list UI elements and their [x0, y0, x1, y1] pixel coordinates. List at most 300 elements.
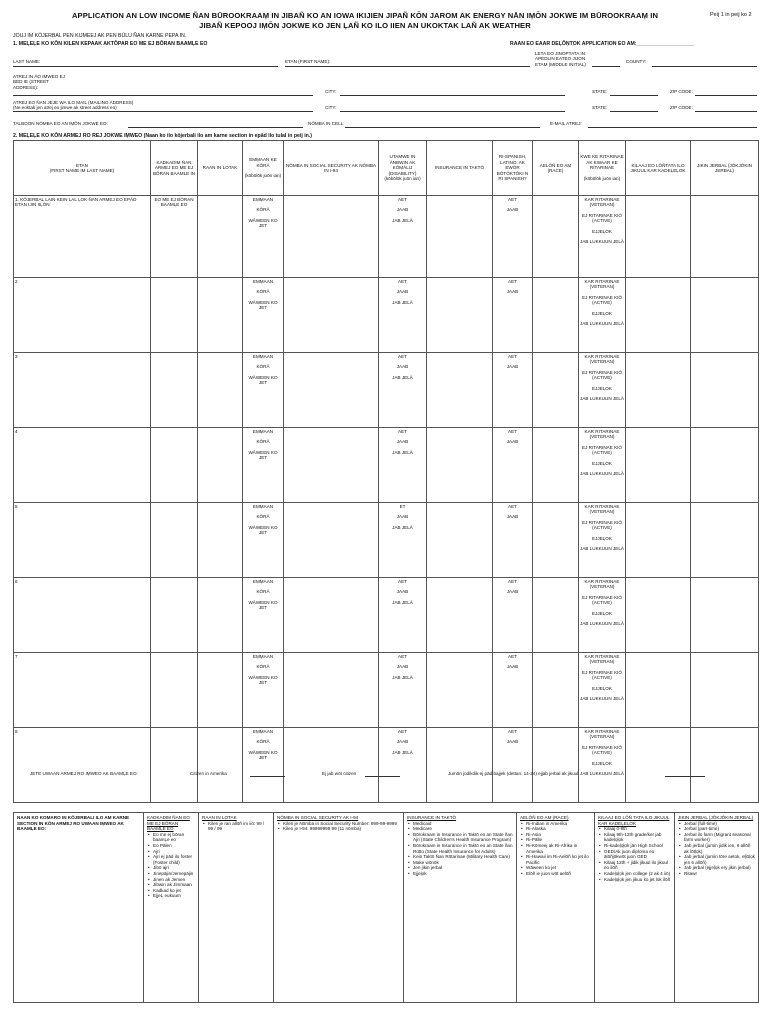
household-table	[13, 140, 759, 803]
county-field[interactable]	[652, 66, 757, 67]
legend-item: • Wāween ko jet	[526, 865, 591, 871]
cell-ssn[interactable]	[284, 353, 379, 428]
table-row	[14, 578, 759, 653]
legend-item: • Jerbal (full-time)	[684, 821, 755, 827]
state-label: STATE:	[592, 89, 608, 94]
cell-spanish[interactable]	[493, 428, 533, 503]
mailing-address-label: ATREJ EO ÑAN JEJE WA ILO MAIL (MAILING ADDRESS)	[13, 100, 134, 105]
cell-name[interactable]	[14, 196, 151, 278]
phone-label: TALBOON NŌMBA EO AN IṂŌN JOKWE EO:	[13, 121, 108, 126]
relation-option: EO ME EJ BŌRAN BAAMḶE EO	[154, 197, 194, 208]
legend-item: • Ri-Asia	[526, 832, 591, 838]
cell-sex[interactable]	[243, 428, 284, 503]
cell-disability[interactable]	[379, 196, 427, 278]
legend-insurance	[404, 813, 517, 1003]
middle-initial-field[interactable]	[592, 66, 620, 67]
first-name-label: ETAN (FIRST NAME):	[285, 59, 331, 64]
cell-relation[interactable]	[151, 578, 198, 653]
legend-insurance-title: INSURANCE IN TAKTŌ	[407, 815, 457, 820]
mailing-address-field[interactable]	[13, 111, 313, 112]
cell-birthdate[interactable]	[198, 653, 243, 728]
cell-insurance[interactable]	[427, 196, 493, 278]
disability-option: ET	[399, 504, 406, 509]
cell-ssn[interactable]	[284, 278, 379, 353]
veteran-option: EJ RITARINAE KIŌ (ACTIVE)	[582, 669, 622, 681]
legend-item: • Jerbal (part-time)	[684, 826, 755, 832]
legend-item: • Kadkad ko jet	[153, 888, 195, 894]
disability-option: AET	[398, 579, 407, 584]
table-row	[14, 278, 759, 353]
col-spanish: RI-SPANISH, LATINO, AK EWŌR BŌTŌKTŌKI N RI SPANISH?	[493, 141, 533, 196]
cell-employment[interactable]	[691, 353, 759, 428]
sex-option: EṂṂAAN	[252, 729, 274, 734]
row-label: 5	[15, 504, 18, 509]
mailing-zip-label: ZIP CODE:	[670, 105, 693, 110]
cell-employment[interactable]	[691, 653, 759, 728]
spanish-option: JAAB	[506, 739, 519, 745]
cell-race[interactable]	[533, 428, 579, 503]
legend-item: • Kilen je ran allōñ im iiō: 99 / 99 / 99	[208, 821, 270, 832]
mailing-city-label: CITY:	[325, 105, 337, 110]
cell-insurance[interactable]	[427, 578, 493, 653]
legend-race-title: AELŌÑ EO AM (RACE)	[520, 815, 569, 820]
mailing-address-note: (Ne eoktak jen atrej eo jimwe ak street address eo)	[13, 105, 117, 110]
phone-field[interactable]	[128, 127, 303, 128]
sex-option: EṂṂAAN	[252, 579, 274, 584]
sex-option: EṂṂAAN	[252, 279, 274, 284]
table-header-row	[14, 141, 759, 196]
cell-education[interactable]	[626, 353, 691, 428]
cell-name[interactable]	[14, 503, 151, 578]
youth-count-field[interactable]	[665, 776, 705, 777]
sex-option: EṂṂAAN	[252, 354, 274, 359]
cell-veteran[interactable]	[579, 728, 626, 803]
veteran-option: JAB LUKKUUN JELĀ	[580, 396, 624, 402]
cell-race[interactable]	[533, 278, 579, 353]
legend-item: • Ri-Indian in Amerika	[526, 821, 591, 827]
cell-relation[interactable]	[151, 728, 198, 803]
veteran-option: KAR RITARINAE (VETERAN)	[584, 729, 620, 740]
cell-education[interactable]	[626, 728, 691, 803]
disability-option: JAB JELĀ	[392, 524, 413, 530]
veteran-option: EJJEḶOK	[592, 310, 612, 316]
cell-education[interactable]	[626, 653, 691, 728]
table-row	[14, 196, 759, 278]
form-title	[20, 11, 710, 31]
legend-item: • Bōrokraam in Insurance in Taktō eo an State ñan Rūtto (State Health Insurance for Adults)	[413, 843, 513, 854]
cell-employment[interactable]	[691, 196, 759, 278]
cell-sex[interactable]	[243, 353, 284, 428]
cell-name[interactable]	[14, 353, 151, 428]
legend-table	[13, 812, 759, 1003]
cell-disability[interactable]	[379, 428, 427, 503]
veteran-option: EJ RITARINAE KIŌ (ACTIVE)	[582, 212, 622, 224]
spanish-option: JAAB	[506, 289, 519, 295]
sex-option: WĀWEEN KO JET	[248, 674, 278, 686]
row-label: 1. KŌJERBAL LAIN KEIN LAL ḶOK ÑAN ARMEJ EO EPĀD ETAN IJIN IIḶŌN	[15, 197, 137, 208]
disability-option: JAB JELĀ	[392, 749, 413, 755]
cell-birthdate[interactable]	[198, 196, 243, 278]
col-insurance: INSURANCE IN TAKTŌ	[427, 141, 493, 196]
legend-item: • Ajri	[153, 849, 195, 855]
cell-race[interactable]	[533, 503, 579, 578]
county-label: COUNTY:	[626, 59, 647, 64]
sex-option: KŌRĀ	[256, 439, 270, 445]
disability-option: AET	[398, 729, 407, 734]
cell-disability[interactable]	[379, 578, 427, 653]
veteran-option: EJJEḶOK	[592, 685, 612, 691]
cell-ssn[interactable]	[284, 196, 379, 278]
not-citizen-count-field[interactable]	[365, 776, 400, 777]
legend-item: • Medicaid	[413, 821, 513, 827]
email-field[interactable]	[588, 127, 757, 128]
cell-birthdate[interactable]	[198, 428, 243, 503]
household-total-label: JETE UWAAN ARMEJ RO IṂWEO AK BAAMḶE EO:	[30, 771, 138, 776]
legend-item: • Ritawr	[684, 871, 755, 877]
cell-veteran[interactable]	[579, 428, 626, 503]
row-label: 2	[15, 279, 18, 284]
row-label: 4	[15, 429, 18, 434]
legend-item: • Jab jerbal (ejjeḷọk ery jikin jerbal)	[684, 865, 755, 871]
cell-sex[interactable]	[243, 196, 284, 278]
cell-veteran[interactable]	[579, 653, 626, 728]
cell-birthdate[interactable]	[198, 728, 243, 803]
cell-sex[interactable]	[243, 278, 284, 353]
cell-education[interactable]	[626, 428, 691, 503]
legend-item: • Ri-Hawaii im Ri-Aelōñ ko jet ilo Pacific	[526, 854, 591, 865]
legend-item: • Kilen je I-94: 99999999 99 (11 nōmba)	[283, 826, 400, 832]
youth-label: Jumōn jodikdik ej pād bajjek (dettan: 14-24) ejjab jerbal ak jikuul	[448, 771, 579, 776]
sex-option: EṂṂAAN	[252, 654, 274, 659]
legend-item: • Kilen je Nōmba in Social Security Number: 999-99-9999	[283, 821, 400, 827]
sex-option: WĀWEEN KO JET	[248, 449, 278, 461]
cell-spanish[interactable]	[493, 278, 533, 353]
cell-employment[interactable]	[691, 728, 759, 803]
cell-field[interactable]	[345, 127, 540, 128]
veteran-option: KAR RITARINAE (VETERAN)	[584, 504, 620, 515]
legend-item: • Jab jerbal (jumin jidik ien, 6 allōñ ak lōtḷọk)	[684, 843, 755, 854]
cell-veteran[interactable]	[579, 278, 626, 353]
spanish-option: AET	[508, 504, 517, 509]
legend-item: • Kilaaj 9th-12th grade/ker jab kadeḷọḷọk	[604, 832, 671, 843]
cell-spanish[interactable]	[493, 503, 533, 578]
last-name-label: LAST NAME:	[13, 59, 41, 64]
veteran-option: EJ RITARINAE KIŌ (ACTIVE)	[582, 294, 622, 306]
veteran-option: KAR RITARINAE (VETERAN)	[584, 654, 620, 665]
spanish-option: AET	[508, 579, 517, 584]
legend-item: • Kein Taktō Ñan Rōtarinae (Military Health Care)	[413, 854, 513, 860]
legend-item: • Ri-Pālle	[526, 837, 591, 843]
disability-option: JAB JELĀ	[392, 217, 413, 223]
cell-relation[interactable]	[151, 653, 198, 728]
cell-insurance[interactable]	[427, 503, 493, 578]
cell-race[interactable]	[533, 653, 579, 728]
spanish-option: JAAB	[506, 439, 519, 445]
legend-item: • Ajri ej pād ilo foster (Foster child)	[153, 854, 195, 865]
veteran-option: EJ RITARINAE KIŌ (ACTIVE)	[582, 444, 622, 456]
disability-option: AET	[398, 429, 407, 434]
section2-title: 2. MEḶEḶE KO KŌN ARMEJ RO REJ JOKWE IṂWEO (Naan ko ilo kōjerbali ilo am karne section in epād ilo tulal in peij in.)	[13, 133, 313, 139]
cell-birthdate[interactable]	[198, 578, 243, 653]
zip-field[interactable]	[695, 95, 757, 96]
cell-label: NŌMBA IN CELL:	[308, 121, 345, 126]
cell-insurance[interactable]	[427, 728, 493, 803]
veteran-option: JAB LUKKUUN JELĀ	[580, 471, 624, 477]
sex-option: WĀWEEN KO JET	[248, 299, 278, 311]
col-race: AELŌÑ EO AM (RACE)	[533, 141, 579, 196]
cell-disability[interactable]	[379, 653, 427, 728]
veteran-option: EJJEḶOK	[592, 610, 612, 616]
table-row	[14, 428, 759, 503]
veteran-option: EJ RITARINAE KIŌ (ACTIVE)	[582, 519, 622, 531]
legend-race	[517, 813, 595, 1003]
citizen-count-field[interactable]	[250, 776, 285, 777]
disability-option: JAB JELĀ	[392, 599, 413, 605]
cell-relation[interactable]	[151, 428, 198, 503]
spanish-option: AET	[508, 354, 517, 359]
sex-option: WĀWEEN KO JET	[248, 599, 278, 611]
veteran-option: JAB LUKKUUN JELĀ	[580, 239, 624, 245]
legend-intro: NAAN KO KOMARO IN KŌJERBALI ILO AM KARNE SECTION IN KŌN ARMEJ RO UWAAN IṂWEO AK BAAMḶE EO:	[14, 813, 144, 1003]
cell-race[interactable]	[533, 353, 579, 428]
veteran-option: EJJEḶOK	[592, 385, 612, 391]
cell-sex[interactable]	[243, 728, 284, 803]
cell-employment[interactable]	[691, 278, 759, 353]
disability-option: JAAB	[396, 289, 409, 295]
disability-option: AET	[398, 279, 407, 284]
cell-employment[interactable]	[691, 428, 759, 503]
veteran-option: JAB LUKKUUN JELĀ	[580, 771, 624, 777]
cell-disability[interactable]	[379, 503, 427, 578]
table-row	[14, 503, 759, 578]
legend-item: • Kadeḷọḷọk jen jikuu ko jet lok ilōñ	[604, 877, 671, 883]
disability-option: AET	[398, 654, 407, 659]
disability-option: JAAB	[396, 439, 409, 445]
spanish-option: AET	[508, 279, 517, 284]
veteran-option: EJ RITARINAE KIŌ (ACTIVE)	[582, 369, 622, 381]
cell-disability[interactable]	[379, 278, 427, 353]
cell-name[interactable]	[14, 428, 151, 503]
zip-label: ZIP CODE:	[670, 89, 693, 94]
legend-ssn-title: NŌMBA IN SOCIAL SECURITY AK I-94	[277, 815, 359, 820]
legend-relation	[144, 813, 199, 1003]
legend-item: • EjjeḶ eukuum	[153, 893, 195, 899]
row-label: 3	[15, 354, 18, 359]
spanish-option: AET	[508, 429, 517, 434]
mailing-state-field[interactable]	[610, 111, 658, 112]
cell-spanish[interactable]	[493, 653, 533, 728]
street-address-label: ATREJ IN ĀO IMWEO EJ BED IE (STREET ADDRESS):	[13, 74, 65, 90]
street-address-field[interactable]	[13, 95, 313, 96]
sex-option: EṂṂAAN	[252, 197, 274, 202]
city-label: CITY:	[325, 89, 337, 94]
legend-item: • Jen jikin jerbal	[413, 865, 513, 871]
row-label: 8	[15, 729, 18, 734]
cell-insurance[interactable]	[427, 278, 493, 353]
cell-race[interactable]	[533, 578, 579, 653]
cell-name[interactable]	[14, 728, 151, 803]
veteran-option: JAB LUKKUUN JELĀ	[580, 621, 624, 627]
cell-insurance[interactable]	[427, 653, 493, 728]
legend-item: • Ri-Kōmeej ak Ri-Afrika in Amerika	[526, 843, 591, 854]
veteran-option: JAB LUKKUUN JELĀ	[580, 321, 624, 327]
cell-ssn[interactable]	[284, 728, 379, 803]
city-field[interactable]	[340, 95, 565, 96]
sex-option: EṂṂAAN	[252, 504, 274, 509]
disability-option: JAB JELĀ	[392, 299, 413, 305]
cell-veteran[interactable]	[579, 578, 626, 653]
veteran-option: KAR RITARINAE (VETERAN)	[584, 354, 620, 365]
cell-education[interactable]	[626, 278, 691, 353]
cell-ssn[interactable]	[284, 578, 379, 653]
legend-birth-title: RAAN IN LOTAK	[202, 815, 237, 820]
legend-item: • Kilaaj 0-8th	[604, 826, 671, 832]
veteran-option: KAR RITARINAE (VETERAN)	[584, 279, 620, 290]
cell-relation[interactable]	[151, 503, 198, 578]
cell-disability[interactable]	[379, 353, 427, 428]
cell-birthdate[interactable]	[198, 278, 243, 353]
date-received-label: RAAN EO EAAR DEḶŌṆTOK APPLICATION EO AM:____________________	[510, 41, 695, 47]
sex-option: KŌRĀ	[256, 514, 270, 520]
legend-relation-title: KADKADIM ÑAN EO ME EJ BŌRAN BAAMḶE EO	[147, 815, 190, 832]
cell-relation[interactable]	[151, 353, 198, 428]
table-row	[14, 653, 759, 728]
disability-option: JAAB	[396, 207, 409, 213]
disability-option: JAB JELĀ	[392, 374, 413, 380]
cell-spanish[interactable]	[493, 578, 533, 653]
legend-item: • Elōñ ie juon wōt aelōñ	[526, 871, 591, 877]
cell-spanish[interactable]	[493, 353, 533, 428]
disability-option: AET	[398, 354, 407, 359]
disability-option: JAAB	[396, 664, 409, 670]
cell-veteran[interactable]	[579, 503, 626, 578]
cell-ssn[interactable]	[284, 503, 379, 578]
sex-option: KŌRĀ	[256, 589, 270, 595]
cell-insurance[interactable]	[427, 353, 493, 428]
cell-spanish[interactable]	[493, 196, 533, 278]
col-birthdate: RAAN IN LOTAK	[198, 141, 243, 196]
col-ssn: NŌMBA IN SOCIAL SECURITY AK NŌMBA IN I-94	[284, 141, 379, 196]
sex-option: EṂṂAAN	[252, 429, 274, 434]
legend-item: • Eo me ej bōran baamḶe eo	[153, 832, 195, 843]
col-relation: KADKADIM ÑAN ARMEJ EO ME EJ BŌRAN BAAMLE IN	[151, 141, 198, 196]
state-field[interactable]	[610, 95, 658, 96]
disability-option: JAAB	[396, 589, 409, 595]
spanish-option: AET	[508, 654, 517, 659]
legend-item: • GED/Ak juon diploma eo ālōñjōkwōt juon GED	[604, 849, 671, 860]
form-title-line1: APPLICATION AN LOW INCOME ÑAN BŪROOKRAAṂ IN JIBAÑ KO AN IOWA IKIJIEN JIPAÑ KŌN JAROM AK ENERGY NĀN IṂŌN JOKWE IM BŪROOKRAAṂ IN	[71, 11, 659, 20]
veteran-option: EJJEḶOK	[592, 460, 612, 466]
legend-birth	[199, 813, 274, 1003]
legend-school	[595, 813, 675, 1003]
disability-option: JAAB	[396, 364, 409, 370]
sex-option: KŌRĀ	[256, 289, 270, 295]
disability-option: AET	[398, 197, 407, 202]
veteran-option: JAB LUKKUUN JELĀ	[580, 696, 624, 702]
cell-veteran[interactable]	[579, 353, 626, 428]
spanish-option: JAAB	[506, 364, 519, 370]
legend-item: • Jibwin ak Jimmaan	[153, 882, 195, 888]
page-number: Peij 1 in peij ko 2	[710, 12, 752, 18]
veteran-option: EJJEḶOK	[592, 535, 612, 541]
veteran-option: EJJEḶOK	[592, 228, 612, 234]
legend-item: • Medicare	[413, 826, 513, 832]
cell-disability[interactable]	[379, 728, 427, 803]
cell-birthdate[interactable]	[198, 353, 243, 428]
cell-veteran[interactable]	[579, 196, 626, 278]
cell-education[interactable]	[626, 503, 691, 578]
mailing-state-label: STATE:	[592, 105, 608, 110]
cell-birthdate[interactable]	[198, 503, 243, 578]
spanish-option: JAAB	[506, 514, 519, 520]
cell-employment[interactable]	[691, 503, 759, 578]
cell-ssn[interactable]	[284, 428, 379, 503]
legend-item: • Kilaaj 12th + jidik jikuul ilo jikuul eo ilōñ	[604, 860, 671, 871]
spanish-option: JAAB	[506, 664, 519, 670]
form-title-line2: JIBAÑ KEPOOJ IṂŌN JOKWE KO JEN ḶAÑ KO ILO IIEN AN UKOKTAK LAÑ AK WEATHER	[199, 21, 531, 30]
col-education: KILAAJ EO LŌÑTATA ILO JIKUUL KAR KADEḶEḶOK	[626, 141, 691, 196]
cell-spanish[interactable]	[493, 728, 533, 803]
first-name-field[interactable]	[285, 66, 530, 67]
cell-education[interactable]	[626, 578, 691, 653]
spanish-option: AET	[508, 197, 517, 202]
last-name-field[interactable]	[13, 66, 278, 67]
spanish-option: AET	[508, 729, 517, 734]
cell-sex[interactable]	[243, 578, 284, 653]
col-veteran: KWE KE RITARINAE AK KWAAR KE RITARINAE (kōbōlōk juōn ian)	[579, 141, 626, 196]
cell-name[interactable]	[14, 578, 151, 653]
cell-name[interactable]	[14, 278, 151, 353]
sex-option: KŌRĀ	[256, 207, 270, 213]
mailing-city-field[interactable]	[340, 111, 565, 112]
cell-sex[interactable]	[243, 503, 284, 578]
row-label: 6	[15, 579, 18, 584]
table-row	[14, 728, 759, 803]
cell-employment[interactable]	[691, 578, 759, 653]
legend-item: • Ejjeḷọk	[413, 871, 513, 877]
sex-option: KŌRĀ	[256, 664, 270, 670]
legend-item: • Jerbal ilo farm (Migrant seasonal farm worker)	[684, 832, 755, 843]
cell-relation[interactable]	[151, 196, 198, 278]
cell-name[interactable]	[14, 653, 151, 728]
cell-insurance[interactable]	[427, 428, 493, 503]
cell-race[interactable]	[533, 728, 579, 803]
cell-ssn[interactable]	[284, 653, 379, 728]
cell-education[interactable]	[626, 196, 691, 278]
veteran-option: JAB LUKKUUN JELĀ	[580, 546, 624, 552]
mailing-zip-field[interactable]	[695, 111, 757, 112]
veteran-option: EJ RITARINAE KIŌ (ACTIVE)	[582, 744, 622, 756]
col-name: ETAN (FIRST NAME IM LAST NAME)	[14, 141, 151, 196]
veteran-option: KAR RITARINAE (VETERAN)	[584, 429, 620, 440]
cell-sex[interactable]	[243, 653, 284, 728]
disability-option: JAB JELĀ	[392, 449, 413, 455]
cell-relation[interactable]	[151, 278, 198, 353]
sex-option: WĀWEEN KO JET	[248, 217, 278, 229]
legend-item: • Make wōnōk	[413, 860, 513, 866]
legend-item: • Kadeḷọḷọk jen college (2 ak 4 iiō)	[604, 871, 671, 877]
section1-title: 1. MEḶEḶE KO KŌN KILEN KEPAAK AKTŌPAR EO ME EJ BŌRAN BAAMḶE EO	[13, 41, 208, 47]
table-row	[14, 353, 759, 428]
citizen-label: Citizen in Amerika	[190, 771, 227, 776]
legend-ssn	[274, 813, 404, 1003]
sex-option: KŌRĀ	[256, 739, 270, 745]
legend-item: • Jab jerbal (jumin tōre aetok, eḷḷōḷọk jen 6 allōñ)	[684, 854, 755, 865]
cell-race[interactable]	[533, 196, 579, 278]
veteran-option: KAR RITARINAE (VETERAN)	[584, 197, 620, 208]
veteran-option: EJ RITARINAE KIŌ (ACTIVE)	[582, 594, 622, 606]
disability-option: JAAB	[396, 739, 409, 745]
